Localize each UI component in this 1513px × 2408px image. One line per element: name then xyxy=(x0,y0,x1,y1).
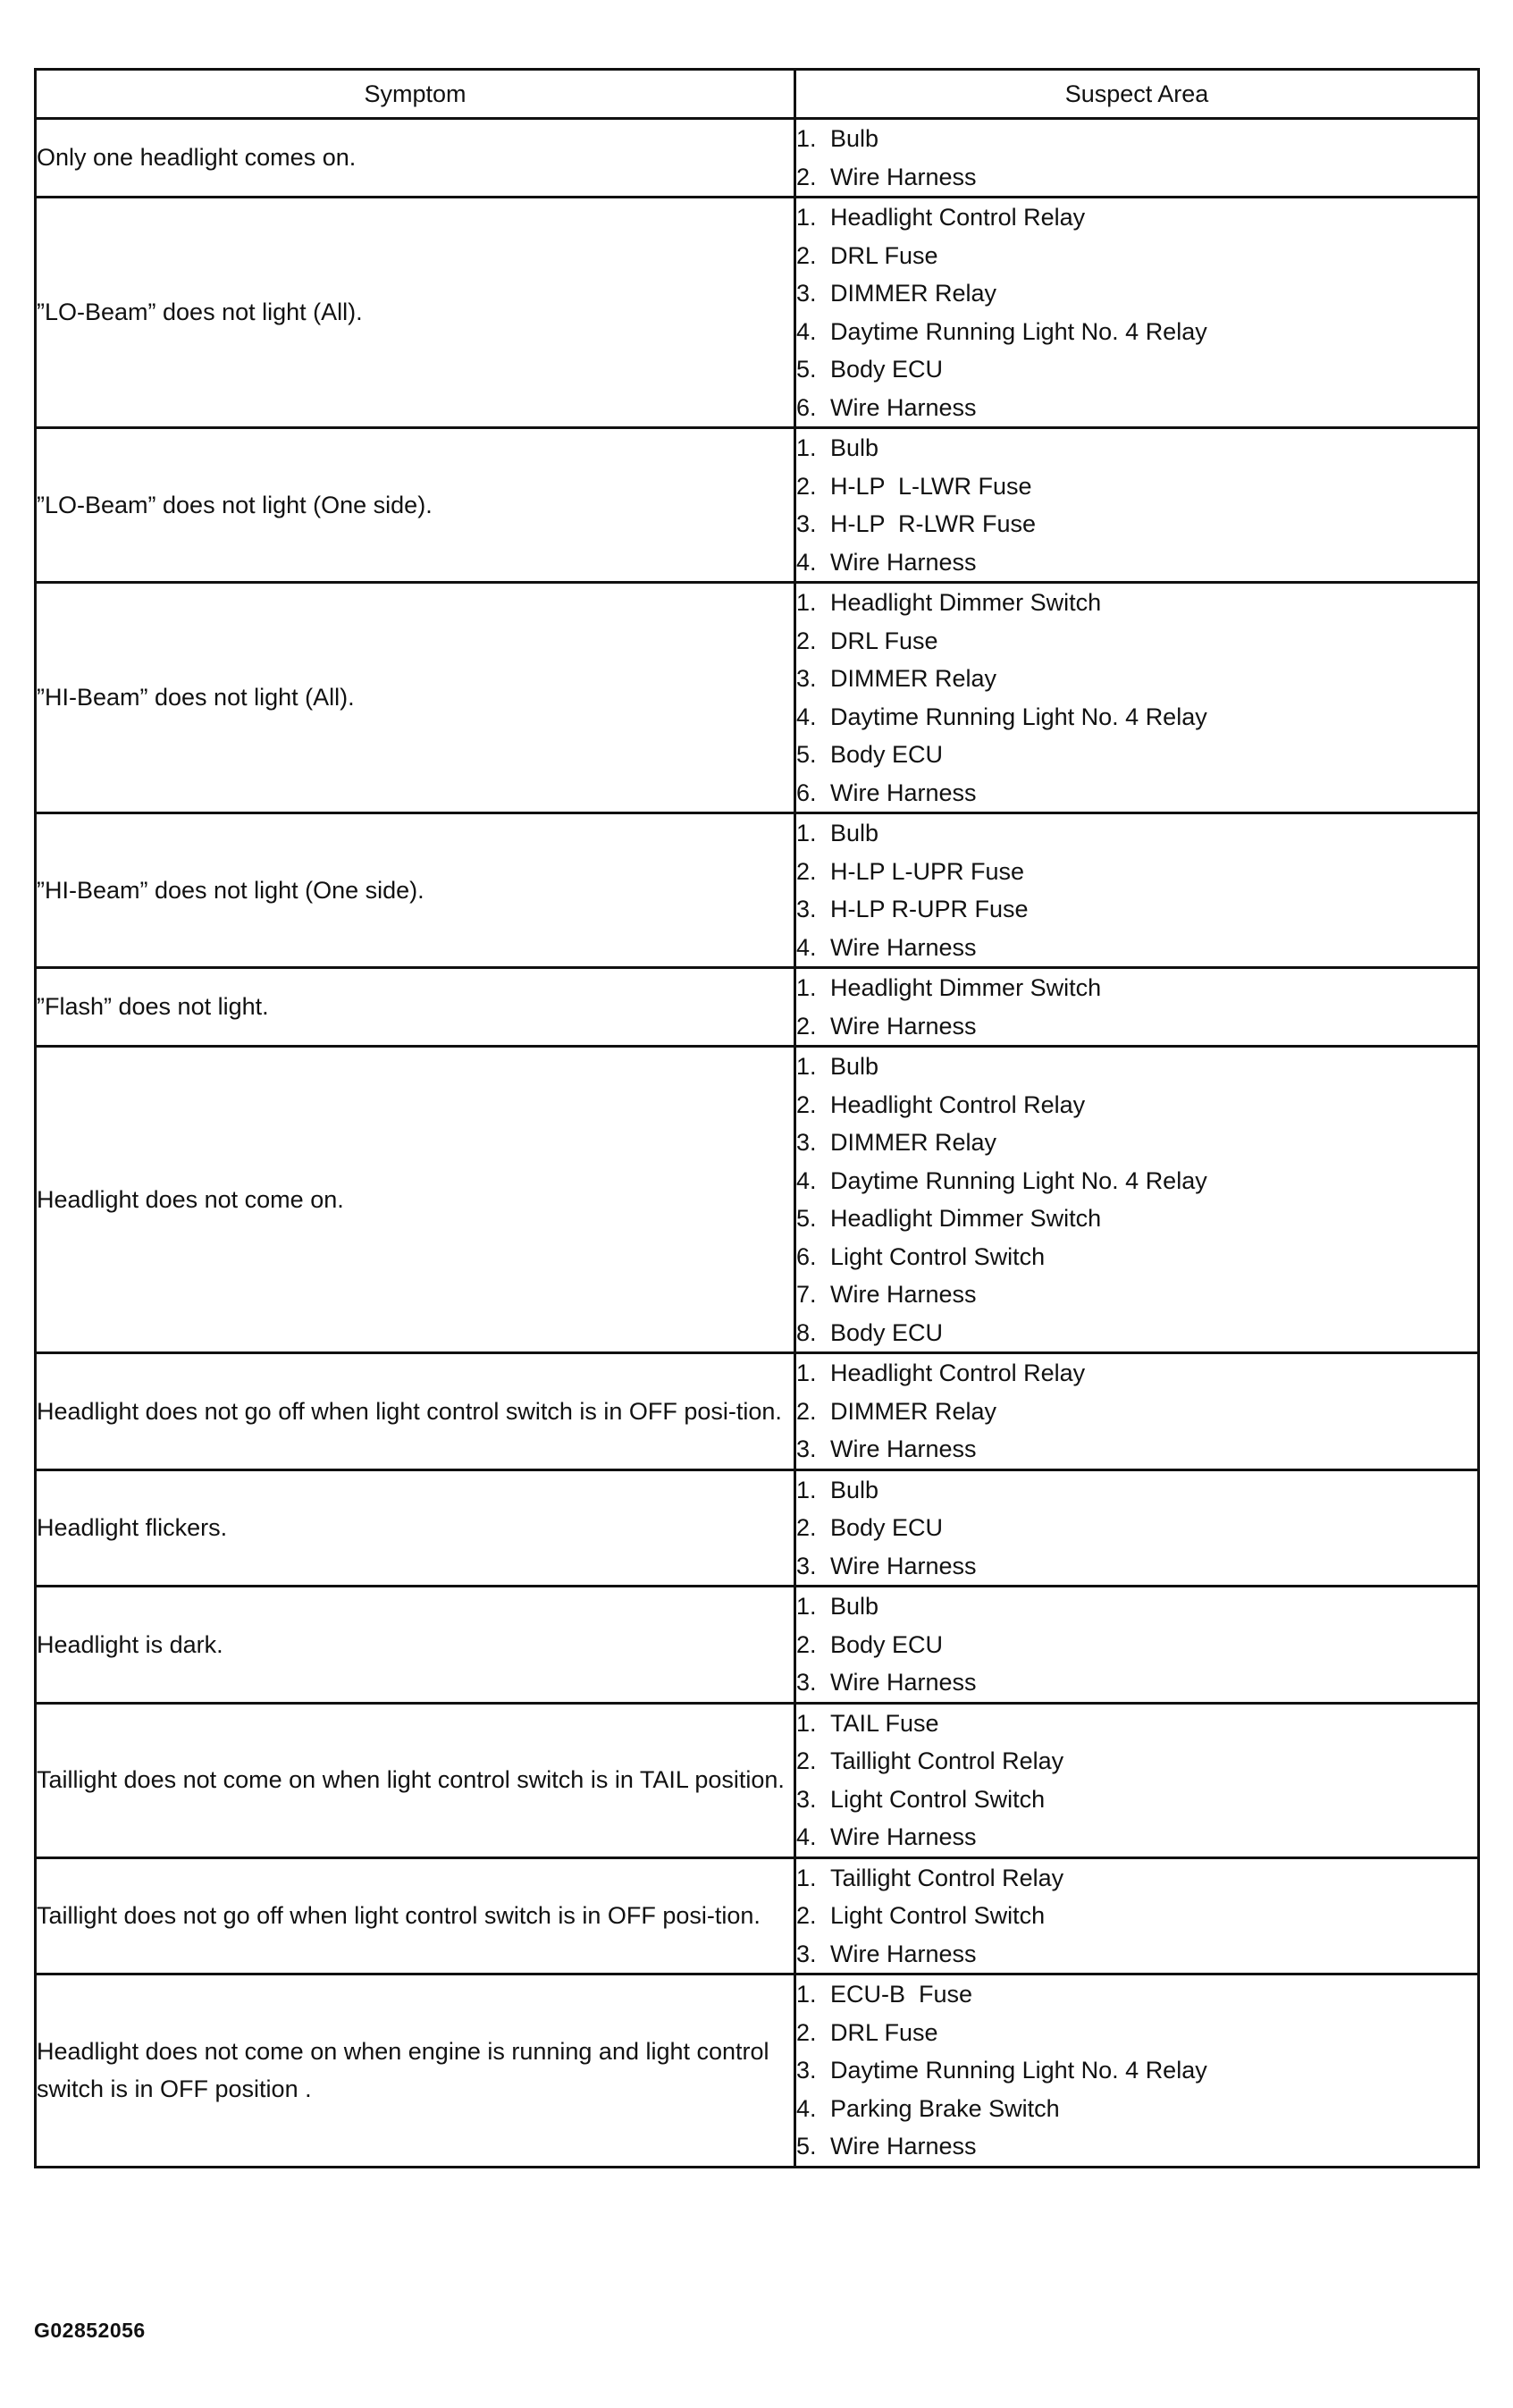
table-row xyxy=(36,813,1479,968)
symptom-cell: Headlight does not come on. xyxy=(36,1047,795,1353)
suspect-item: 5. Body ECU xyxy=(796,356,944,383)
suspect-item: 2. Wire Harness xyxy=(796,1012,977,1040)
suspect-area-cell xyxy=(795,1469,1479,1587)
suspect-item: 1. Headlight Control Relay xyxy=(796,204,1086,231)
suspect-item: 2. Taillight Control Relay xyxy=(796,1747,1064,1774)
symptom-cell: Headlight flickers. xyxy=(36,1469,795,1587)
suspect-item: 3. DIMMER Relay xyxy=(796,1129,997,1156)
suspect-item: 2. H-LP L-LWR Fuse xyxy=(796,472,1032,500)
suspect-item: 4. Daytime Running Light No. 4 Relay xyxy=(796,1166,1207,1194)
suspect-item: 1. Bulb xyxy=(796,125,879,152)
suspect-item: 1. Taillight Control Relay xyxy=(796,1864,1064,1891)
suspect-item: 3. DIMMER Relay xyxy=(796,280,997,307)
suspect-item: 2. DRL Fuse xyxy=(796,627,938,654)
suspect-item: 1. Bulb xyxy=(796,1593,879,1620)
suspect-item: 5. Wire Harness xyxy=(796,2133,977,2160)
suspect-item: 3. H-LP R-LWR Fuse xyxy=(796,510,1037,537)
suspect-item: 2. Body ECU xyxy=(796,1630,944,1658)
suspect-item: 2. DRL Fuse xyxy=(796,241,938,269)
symptom-cell: ”HI-Beam” does not light (All). xyxy=(36,583,795,813)
suspect-area-cell xyxy=(795,968,1479,1047)
suspect-item: 6. Wire Harness xyxy=(796,779,977,806)
table-row xyxy=(36,1587,1479,1704)
suspect-item: 2. Body ECU xyxy=(796,1514,944,1541)
suspect-item: 1. Headlight Dimmer Switch xyxy=(796,974,1102,1001)
table-row xyxy=(36,1353,1479,1470)
symptom-cell: ”LO-Beam” does not light (All). xyxy=(36,198,795,428)
suspect-item: 1. Bulb xyxy=(796,1476,879,1503)
suspect-item: 2. DRL Fuse xyxy=(796,2018,938,2046)
figure-id-label: G02852056 xyxy=(34,2319,146,2342)
suspect-item: 4. Wire Harness xyxy=(796,1823,977,1850)
suspect-item: 1. TAIL Fuse xyxy=(796,1709,939,1737)
symptom-cell: Taillight does not come on when light control switch is in TAIL position. xyxy=(36,1703,795,1857)
suspect-item: 4. Parking Brake Switch xyxy=(796,2094,1060,2122)
symptom-cell: Headlight does not go off when light control switch is in OFF posi-tion. xyxy=(36,1353,795,1470)
suspect-item: 5. Body ECU xyxy=(796,741,944,768)
suspect-item: 3. Wire Harness xyxy=(796,1436,977,1462)
table-row xyxy=(36,1047,1479,1353)
suspect-item: 3. Wire Harness xyxy=(796,1669,977,1696)
symptom-cell: Headlight is dark. xyxy=(36,1587,795,1704)
symptom-cell: ”Flash” does not light. xyxy=(36,968,795,1047)
table-row xyxy=(36,198,1479,428)
suspect-area-cell xyxy=(795,1703,1479,1857)
suspect-item: 3. Wire Harness xyxy=(796,1552,977,1579)
suspect-area-column-header: Suspect Area xyxy=(795,70,1479,119)
suspect-item: 2. DIMMER Relay xyxy=(796,1397,997,1425)
table-row xyxy=(36,1703,1479,1857)
symptom-cell: ”HI-Beam” does not light (One side). xyxy=(36,813,795,968)
suspect-item: 4. Wire Harness xyxy=(796,548,977,576)
suspect-item: 3. Wire Harness xyxy=(796,1940,977,1967)
suspect-item: 2. Light Control Switch xyxy=(796,1902,1046,1929)
suspect-item: 1. Headlight Dimmer Switch xyxy=(796,589,1102,616)
symptom-column-header: Symptom xyxy=(36,70,795,119)
suspect-item: 1. Headlight Control Relay xyxy=(796,1360,1086,1386)
symptom-cell: Taillight does not go off when light control switch is in OFF posi-tion. xyxy=(36,1857,795,1974)
suspect-item: 2. Wire Harness xyxy=(796,163,977,190)
suspect-item: 2. H-LP L-UPR Fuse xyxy=(796,857,1025,885)
suspect-area-cell xyxy=(795,1353,1479,1470)
suspect-item: 3. DIMMER Relay xyxy=(796,665,997,692)
table-row xyxy=(36,968,1479,1047)
suspect-item: 4. Wire Harness xyxy=(796,933,977,961)
suspect-area-cell xyxy=(795,1974,1479,2168)
table-row xyxy=(36,1469,1479,1587)
suspect-area-cell xyxy=(795,1047,1479,1353)
table-row xyxy=(36,1974,1479,2168)
suspect-item: 6. Light Control Switch xyxy=(796,1242,1046,1270)
suspect-item: 3. Daytime Running Light No. 4 Relay xyxy=(796,2057,1207,2084)
suspect-area-cell xyxy=(795,813,1479,968)
table-row xyxy=(36,1857,1479,1974)
suspect-area-cell xyxy=(795,198,1479,428)
table-body xyxy=(36,119,1479,2168)
suspect-item: 4. Daytime Running Light No. 4 Relay xyxy=(796,317,1207,345)
suspect-item: 2. Headlight Control Relay xyxy=(796,1090,1086,1118)
suspect-area-cell xyxy=(795,1587,1479,1704)
suspect-item: 1. Bulb xyxy=(796,1053,879,1080)
suspect-area-cell xyxy=(795,119,1479,198)
troubleshooting-table xyxy=(34,68,1480,2168)
suspect-area-cell xyxy=(795,428,1479,583)
table-row xyxy=(36,119,1479,198)
suspect-item: 4. Daytime Running Light No. 4 Relay xyxy=(796,703,1207,730)
symptom-cell: ”LO-Beam” does not light (One side). xyxy=(36,428,795,583)
table-row xyxy=(36,428,1479,583)
suspect-item: 3. H-LP R-UPR Fuse xyxy=(796,896,1029,922)
suspect-item: 5. Headlight Dimmer Switch xyxy=(796,1205,1102,1232)
suspect-item: 3. Light Control Switch xyxy=(796,1785,1046,1813)
suspect-item: 1. ECU-B Fuse xyxy=(796,1981,973,2008)
suspect-item: 7. Wire Harness xyxy=(796,1281,977,1308)
header-row xyxy=(36,70,1479,119)
suspect-area-cell xyxy=(795,1857,1479,1974)
suspect-item: 1. Bulb xyxy=(796,820,879,846)
suspect-area-cell xyxy=(795,583,1479,813)
suspect-item: 8. Body ECU xyxy=(796,1318,944,1346)
suspect-item: 1. Bulb xyxy=(796,434,879,461)
table-header xyxy=(36,70,1479,119)
table-row xyxy=(36,583,1479,813)
suspect-item: 6. Wire Harness xyxy=(796,393,977,421)
symptom-cell: Headlight does not come on when engine is running and light control switch is in OFF position . xyxy=(36,1974,795,2168)
symptom-cell: Only one headlight comes on. xyxy=(36,119,795,198)
